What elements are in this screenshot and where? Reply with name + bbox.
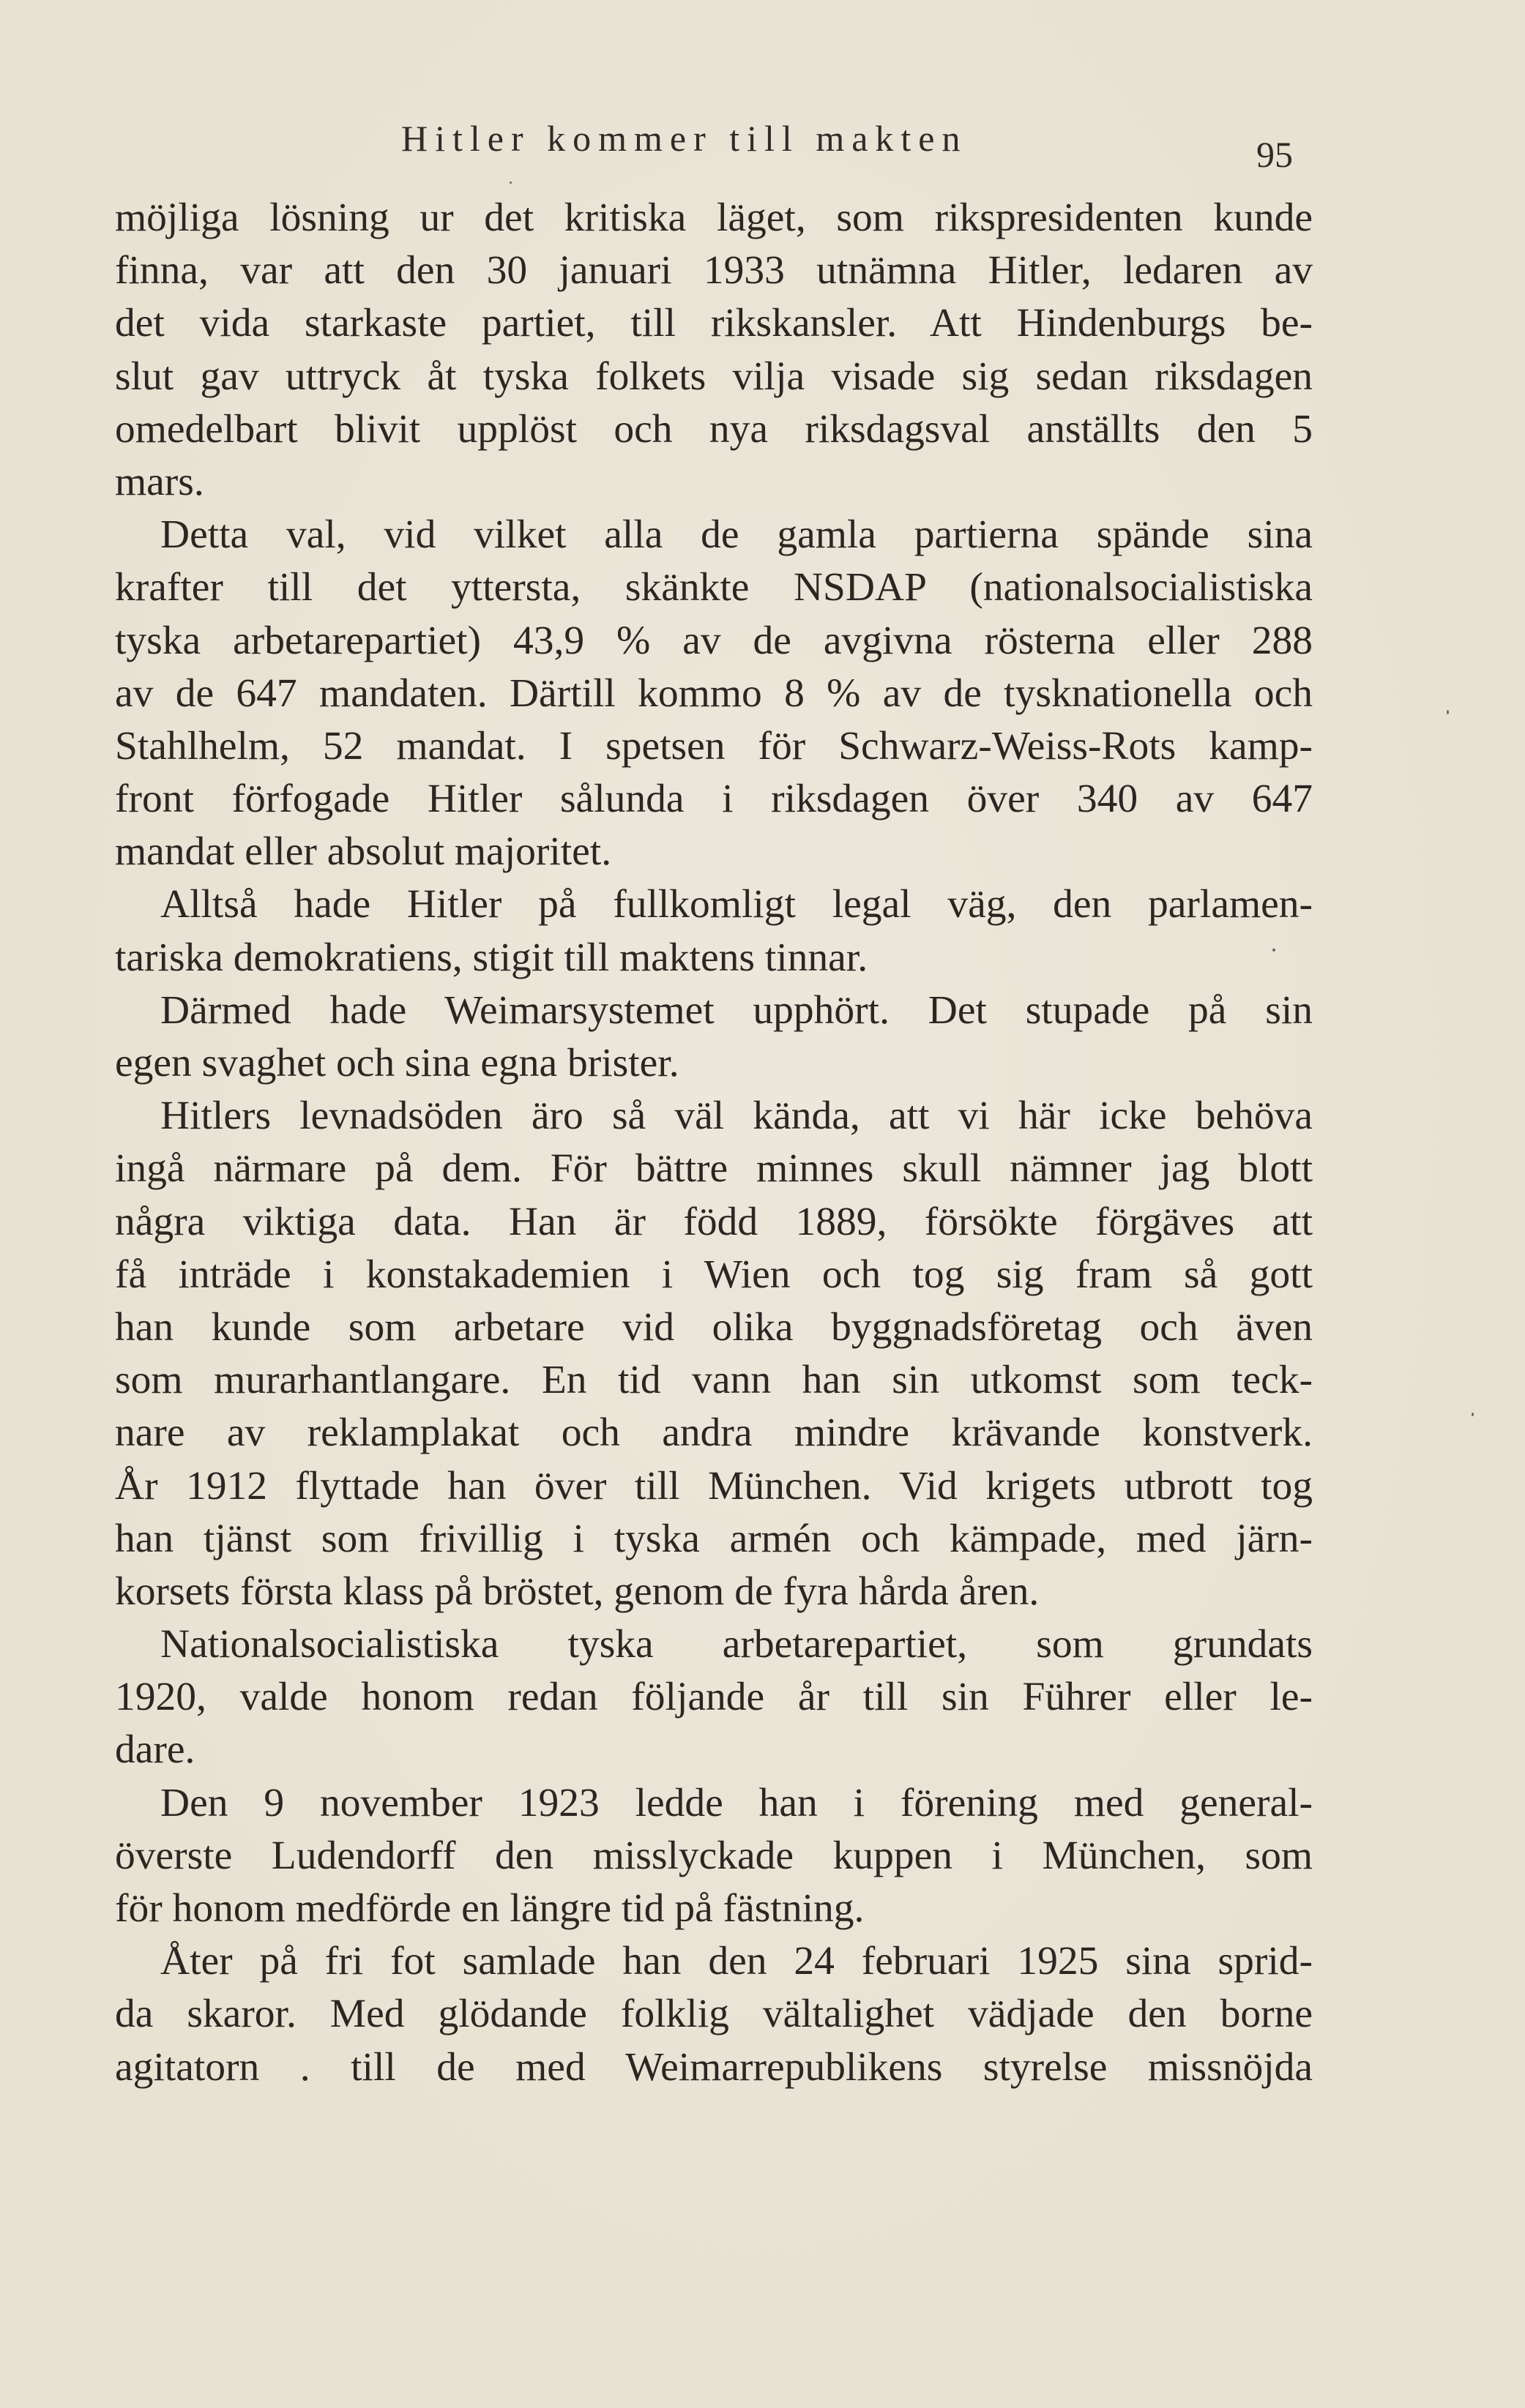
text-line: egen svaghet och sina egna brister. <box>115 1041 679 1085</box>
page-number: 95 <box>1256 134 1293 175</box>
running-head: Hitler kommer till makten <box>401 118 968 159</box>
text-line: det vida starkaste partiet, till rikskansler. Att Hindenburgs be- <box>115 301 1313 346</box>
text-line: Hitlers levnadsöden äro så väl kända, att vi här icke behöva <box>160 1093 1313 1139</box>
text-line: mandat eller absolut majoritet. <box>115 829 612 875</box>
text-line: tariska demokratiens, stigit till maktens tinnar. <box>115 935 868 980</box>
paper-speck <box>1447 710 1449 714</box>
text-line: omedelbart blivit upplöst och nya riksdagsval anställts den 5 <box>115 406 1313 452</box>
text-line: han tjänst som frivillig i tyska armén och kämpade, med järn- <box>115 1516 1313 1561</box>
text-line: slut gav uttryck åt tyska folkets vilja visade sig sedan riksdagen <box>115 354 1313 399</box>
text-line: möjliga lösning ur det kritiska läget, som rikspresidenten kunde <box>115 195 1313 240</box>
text-line: finna, var att den 30 januari 1933 utnämna Hitler, ledaren av <box>115 248 1313 293</box>
text-line: 1920, valde honom redan följande år till sin Führer eller le- <box>115 1675 1313 1720</box>
paper-speck <box>510 182 512 184</box>
text-line: överste Ludendorff den misslyckade kuppen i München, som <box>115 1833 1313 1878</box>
text-line: Därmed hade Weimarsystemet upphört. Det stupade på sin <box>160 987 1313 1033</box>
text-line: agitatorn . till de med Weimarrepublikens styrelse missnöjda <box>115 2044 1313 2090</box>
text-line: mars. <box>115 459 204 504</box>
text-line: tyska arbetarepartiet) 43,9 % av de avgivna rösterna eller 288 <box>115 618 1313 663</box>
text-line: Nationalsocialistiska tyska arbetarepartiet, som grundats <box>160 1622 1313 1667</box>
text-line: korsets första klass på bröstet, genom de fyra hårda åren. <box>115 1568 1040 1614</box>
text-line: krafter till det yttersta, skänkte NSDAP (nationalsocialistiska <box>115 565 1313 610</box>
text-line: han kunde som arbetare vid olika byggnadsföretag och även <box>115 1304 1313 1350</box>
paper-speck <box>1472 1413 1474 1416</box>
text-line: av de 647 mandaten. Därtill kommo 8 % av de tysknationella och <box>115 670 1313 716</box>
text-line: Den 9 november 1923 ledde han i förening med general- <box>160 1780 1313 1825</box>
text-line: da skaror. Med glödande folklig vältalighet vädjade den borne <box>115 1992 1313 2037</box>
text-line: Detta val, vid vilket alla de gamla partierna spände sina <box>160 512 1313 558</box>
text-line: nare av reklamplakat och andra mindre krävande konstverk. <box>115 1410 1313 1456</box>
text-line: som murarhantlangare. En tid vann han sin utkomst som teck- <box>115 1358 1313 1403</box>
text-line: Alltså hade Hitler på fullkomligt legal väg, den parlamen- <box>160 882 1313 927</box>
body-text <box>115 192 1313 2094</box>
text-line: År 1912 flyttade han över till München. Vid krigets utbrott tog <box>115 1463 1313 1508</box>
paper-speck <box>1272 949 1275 951</box>
text-line: dare. <box>115 1727 195 1773</box>
text-line: få inträde i konstakademien i Wien och tog sig fram så gott <box>115 1252 1313 1297</box>
text-line: front förfogade Hitler sålunda i riksdagen över 340 av 647 <box>115 777 1313 822</box>
text-line: ingå närmare på dem. För bättre minnes skull nämner jag blott <box>115 1146 1313 1192</box>
text-line: några viktiga data. Han är född 1889, försökte förgäves att <box>115 1199 1313 1244</box>
text-line: för honom medförde en längre tid på fästning. <box>115 1886 865 1931</box>
text-line: Stahlhelm, 52 mandat. I spetsen för Schwarz-Weiss-Rots kamp- <box>115 723 1313 769</box>
text-line: Åter på fri fot samlade han den 24 februari 1925 sina sprid- <box>160 1939 1313 1984</box>
